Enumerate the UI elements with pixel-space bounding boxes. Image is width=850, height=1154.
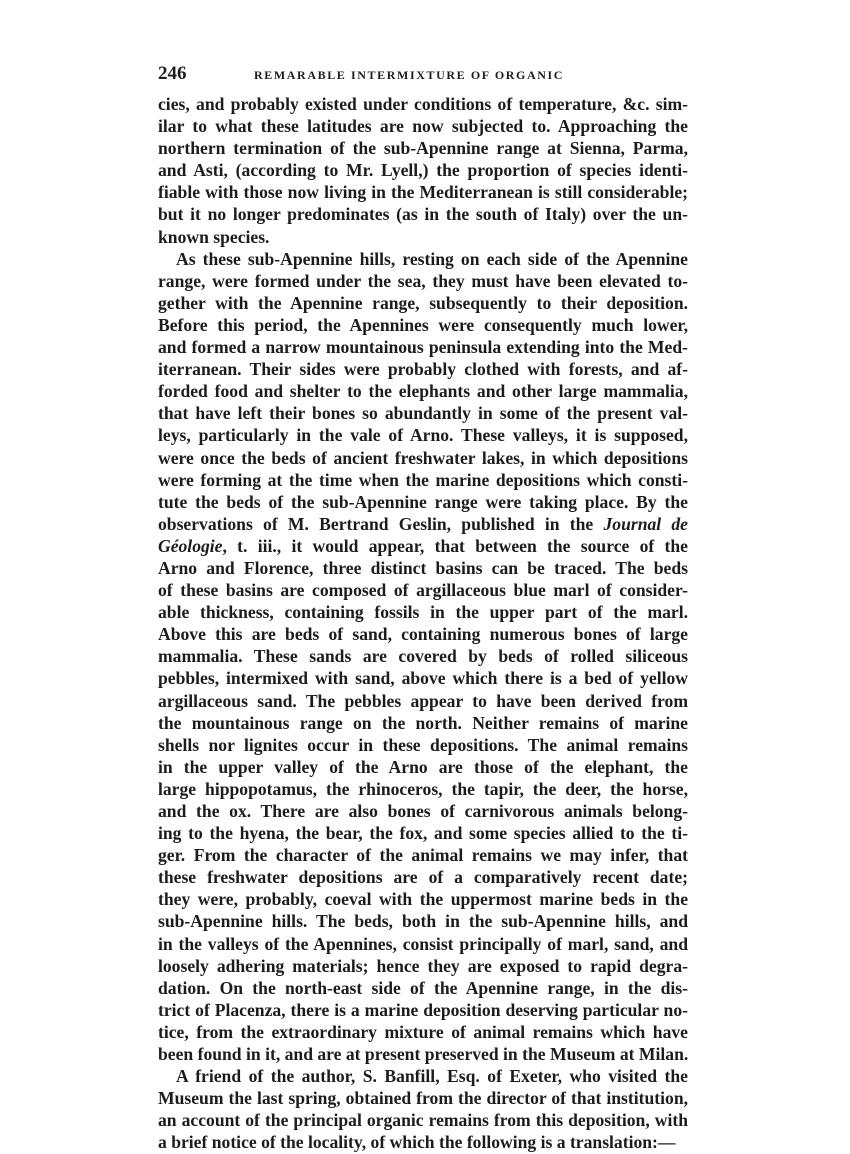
text-line: in the upper valley of the Arno are those of the elephant, the	[158, 756, 688, 777]
text-line: Before this period, the Apennines were consequently much lower,	[158, 314, 688, 335]
text-line: but it no longer predominates (as in the south of Italy) over the un-	[158, 204, 688, 225]
text-line: were forming at the time when the marine depositions which consti-	[158, 469, 688, 490]
text-line: ger. From the character of the animal remains we may infer, that	[158, 845, 688, 866]
book-page	[158, 63, 688, 1154]
text-line: ilar to what these latitudes are now subjected to. Approaching the	[158, 116, 688, 137]
text-line: sub-Apennine hills. The beds, both in the sub-Apennine hills, and	[158, 911, 688, 932]
body-text	[158, 93, 688, 1154]
text-line: loosely adhering materials; hence they are exposed to rapid degra-	[158, 955, 688, 976]
running-head	[158, 63, 688, 93]
text-line: gether with the Apennine range, subsequently to their deposition.	[158, 292, 688, 313]
text-line: Museum the last spring, obtained from the director of that institution,	[158, 1088, 688, 1109]
text-line: A friend of the author, S. Banfill, Esq. of Exeter, who visited the	[176, 1066, 688, 1087]
text-line: argillaceous sand. The pebbles appear to have been derived from	[158, 690, 688, 711]
text-line: fiable with those now living in the Mediterranean is still considerable;	[158, 182, 688, 203]
text-line: of these basins are composed of argillaceous blue marl of consider-	[158, 580, 688, 601]
text-line: Arno and Florence, three distinct basins can be traced. The beds	[158, 557, 688, 578]
text-line: tice, from the extraordinary mixture of animal remains which have	[158, 1021, 688, 1042]
text-line: As these sub-Apennine hills, resting on each side of the Apennine	[176, 248, 688, 269]
running-title: REMARABLE INTERMIXTURE OF ORGANIC	[254, 68, 565, 82]
text-line: they were, probably, coeval with the uppermost marine beds in the	[158, 889, 688, 910]
text-line: iterranean. Their sides were probably clothed with forests, and af-	[158, 359, 688, 380]
text-line: Above this are beds of sand, containing numerous bones of large	[158, 624, 688, 645]
text-line: leys, particularly in the vale of Arno. These valleys, it is supposed,	[158, 425, 688, 446]
text-line: tute the beds of the sub-Apennine range were taking place. By the	[158, 491, 688, 512]
text-line: and Asti, (according to Mr. Lyell,) the proportion of species identi-	[158, 160, 688, 181]
text-line: mammalia. These sands are covered by beds of rolled siliceous	[158, 646, 688, 667]
text-line: northern termination of the sub-Apennine range at Sienna, Parma,	[158, 138, 688, 159]
text-line: the mountainous range on the north. Neither remains of marine	[158, 712, 688, 733]
text-line: been found in it, and are at present preserved in the Museum at Milan.	[158, 1044, 689, 1065]
text-line: and formed a narrow mountainous peninsula extending into the Med-	[158, 337, 688, 358]
text-line: these freshwater depositions are of a comparatively recent date;	[158, 867, 688, 888]
paragraph	[158, 248, 688, 1065]
text-line: pebbles, intermixed with sand, above which there is a bed of yellow	[158, 668, 688, 689]
text-line: large hippopotamus, the rhinoceros, the tapir, the deer, the horse,	[158, 778, 688, 799]
text-line: an account of the principal organic remains from this deposition, with	[158, 1110, 688, 1131]
text-line: ing to the hyena, the bear, the fox, and some species allied to the ti-	[158, 823, 688, 844]
text-line: in the valleys of the Apennines, consist principally of marl, sand, and	[158, 933, 688, 954]
text-line: that have left their bones so abundantly in some of the present val-	[158, 403, 688, 424]
text-line: observations of M. Bertrand Geslin, published in the Journal de	[158, 513, 688, 534]
text-line: Géologie, t. iii., it would appear, that between the source of the	[158, 535, 688, 556]
text-line: a brief notice of the locality, of which the following is a translation:—	[158, 1132, 676, 1153]
text-line: known species.	[158, 226, 270, 247]
paragraph	[158, 1065, 688, 1153]
text-line: were once the beds of ancient freshwater lakes, in which depositions	[158, 447, 688, 468]
text-line: shells nor lignites occur in these depositions. The animal remains	[158, 734, 688, 755]
text-line: forded food and shelter to the elephants and other large mammalia,	[158, 381, 688, 402]
paragraph	[158, 93, 688, 248]
text-line: able thickness, containing fossils in the upper part of the marl.	[158, 602, 688, 623]
text-line: cies, and probably existed under conditions of temperature, &c. sim-	[158, 94, 688, 114]
text-line: and the ox. There are also bones of carnivorous animals belong-	[158, 801, 688, 821]
text-line: dation. On the north-east side of the Apennine range, in the dis-	[158, 977, 688, 998]
page-number: 246	[158, 63, 187, 84]
text-line: trict of Placenza, there is a marine deposition deserving particular no-	[158, 999, 688, 1020]
text-line: range, were formed under the sea, they must have been elevated to-	[158, 270, 688, 291]
